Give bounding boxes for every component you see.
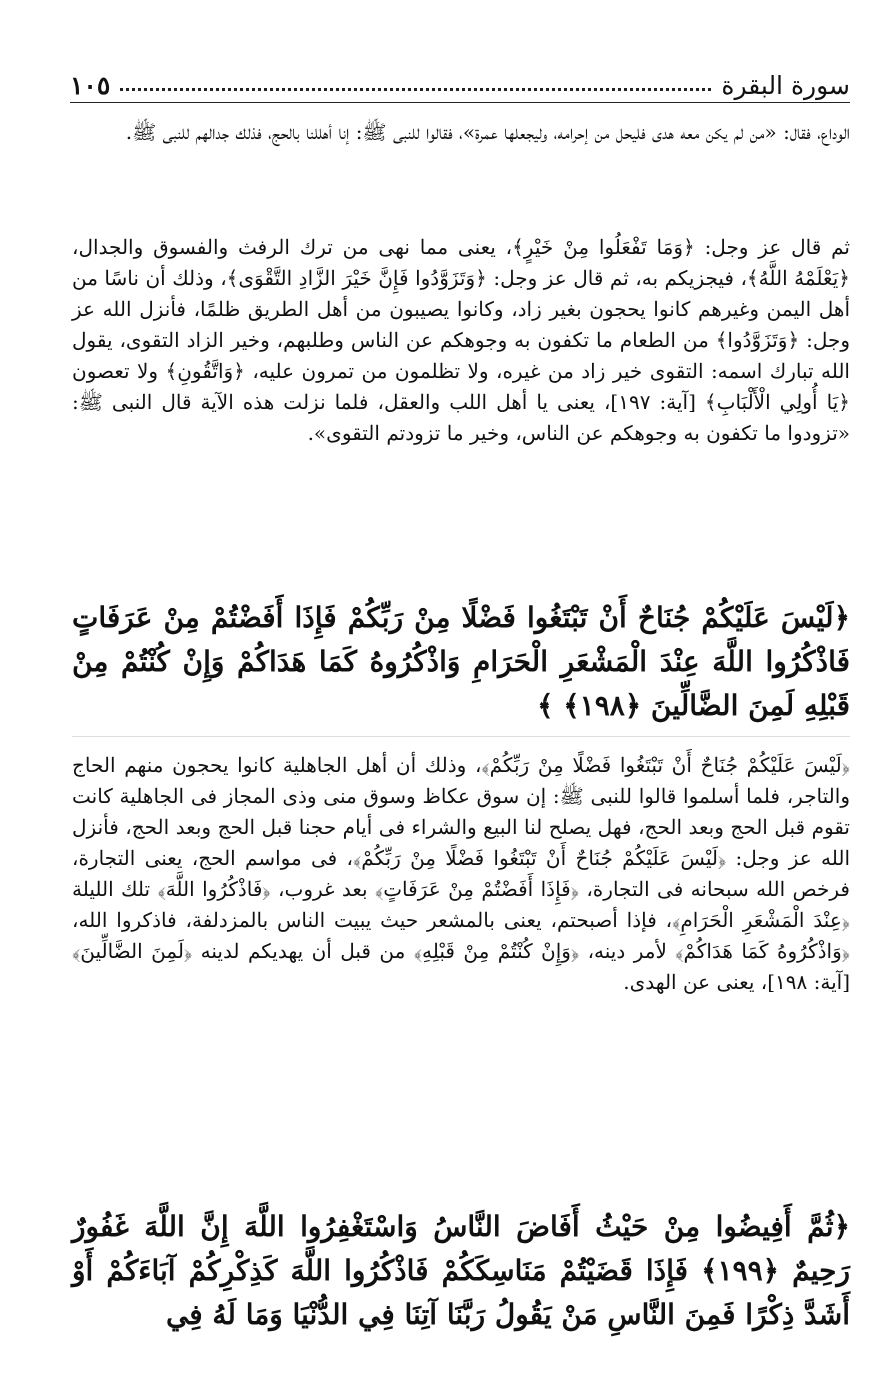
page-number: ١٠٥ xyxy=(70,71,111,100)
paragraph-2: ثم قال عز وجل: ﴿وَمَا تَفْعَلُوا مِنْ خَيْرٍ﴾، يعنى مما نهى من ترك الرفث والفسوق والجدال، ﴿يَعْلَمْهُ اللَّهُ﴾، فيجزيكم به، ثم قال عز وجل: ﴿وَتَزَوَّدُوا فَإِنَّ خَيْرَ الزَّادِ التَّقْوَى﴾، وذلك أن ناسًا من أهل اليمن وغيرهم كانوا يحجون بغير زاد، وكانوا يصيبون من أهل الطريق ظلمًا، فأنزل الله عز وجل: ﴿وَتَزَوَّدُوا﴾ من الطعام ما تكفون به وجوهكم عن الناس وطلبهم، وخير الزاد التقوى، يقول الله تبارك اسمه: التقوى خير زاد من غيره، ولا تظلمون من تمرون عليه، ﴿وَاتَّقُونِ﴾ ولا تعصون ﴿يَا أُولِي الْأَلْبَابِ﴾ [آية: ١٩٧]، يعنى يا أهل اللب والعقل، فلما نزلت هذه الآية قال النبى ﷺ: «تزودوا ما تكفون به وجوهكم عن الناس، وخير ما تزودتم التقوى». xyxy=(72,235,851,445)
header-rule xyxy=(70,102,850,103)
paragraph-1: الوداع، فقال: «من لم يكن معه هدى فليحل من إحرامه، وليجعلها عمرة»، فقالوا للنبى ﷺ: إنا أهللنا بالحج، فذلك جدالهم للنبى ﷺ. xyxy=(125,120,850,144)
surah-title: سورة البقرة xyxy=(721,71,850,100)
paragraph-3: ﴿لَيْسَ عَلَيْكُمْ جُنَاحٌ أَنْ تَبْتَغُوا فَضْلًا مِنْ رَبِّكُمْ﴾، وذلك أن أهل الجاهلية كانوا يحجون منهم الحاج والتاجر، فلما أسلموا قالوا للنبى ﷺ: إن سوق عكاظ وسوق منى وذى المجاز فى الجاهلية كانت تقوم قبل الحج وبعد الحج، فهل يصلح لنا البيع والشراء فى أيام حجنا قبل الحج وبعد الحج، فأنزل الله عز وجل: ﴿لَيْسَ عَلَيْكُمْ جُنَاحٌ أَنْ تَبْتَغُوا فَضْلًا مِنْ رَبِّكُمْ﴾، فى مواسم الحج، يعنى التجارة، فرخص الله سبحانه فى التجارة، ﴿فَإِذَا أَفَضْتُمْ مِنْ عَرَفَاتٍ﴾ بعد غروب، ﴿فَاذْكُرُوا اللَّهَ﴾ تلك الليلة ﴿عِنْدَ الْمَشْعَرِ الْحَرَامِ﴾، فإذا أصبحتم، يعنى بالمشعر حيث يبيت الناس بالمزدلفة، فاذكروا الله، ﴿وَاذْكُرُوهُ كَمَا هَدَاكُمْ﴾ لأمر دينه، ﴿وَإِنْ كُنْتُمْ مِنْ قَبْلِهِ﴾ من قبل أن يهديكم لدينه ﴿لَمِنَ الضَّالِّينَ﴾ [آية: ١٩٨]، يعنى عن الهدى. xyxy=(72,753,850,994)
quran-verse-199-200: ﴿ثُمَّ أَفِيضُوا مِنْ حَيْثُ أَفَاضَ النَّاسُ وَاسْتَغْفِرُوا اللَّهَ إِنَّ اللَّهَ غَفُورٌ رَحِيمٌ ﴿١٩٩﴾ فَإِذَا قَضَيْتُمْ مَنَاسِكَكُمْ فَاذْكُرُوا اللَّهَ كَذِكْرِكُمْ آبَاءَكُمْ أَوْ أَشَدَّ ذِكْرًا فَمِنَ النَّاسِ مَنْ يَقُولُ رَبَّنَا آتِنَا فِي الدُّنْيَا وَمَا لَهُ فِي xyxy=(72,1210,850,1331)
quran-verse-198: ﴿لَيْسَ عَلَيْكُمْ جُنَاحٌ أَنْ تَبْتَغُوا فَضْلًا مِنْ رَبِّكُمْ فَإِذَا أَفَضْتُمْ مِنْ عَرَفَاتٍ فَاذْكُرُوا اللَّهَ عِنْدَ الْمَشْعَرِ الْحَرَامِ وَاذْكُرُوهُ كَمَا هَدَاكُمْ وَإِنْ كُنْتُمْ مِنْ قَبْلِهِ لَمِنَ الضَّالِّينَ ﴿١٩٨﴾ ﴾ xyxy=(72,601,850,722)
page-header xyxy=(70,56,850,100)
section-divider xyxy=(72,736,850,737)
header-dot-leader xyxy=(120,88,711,91)
